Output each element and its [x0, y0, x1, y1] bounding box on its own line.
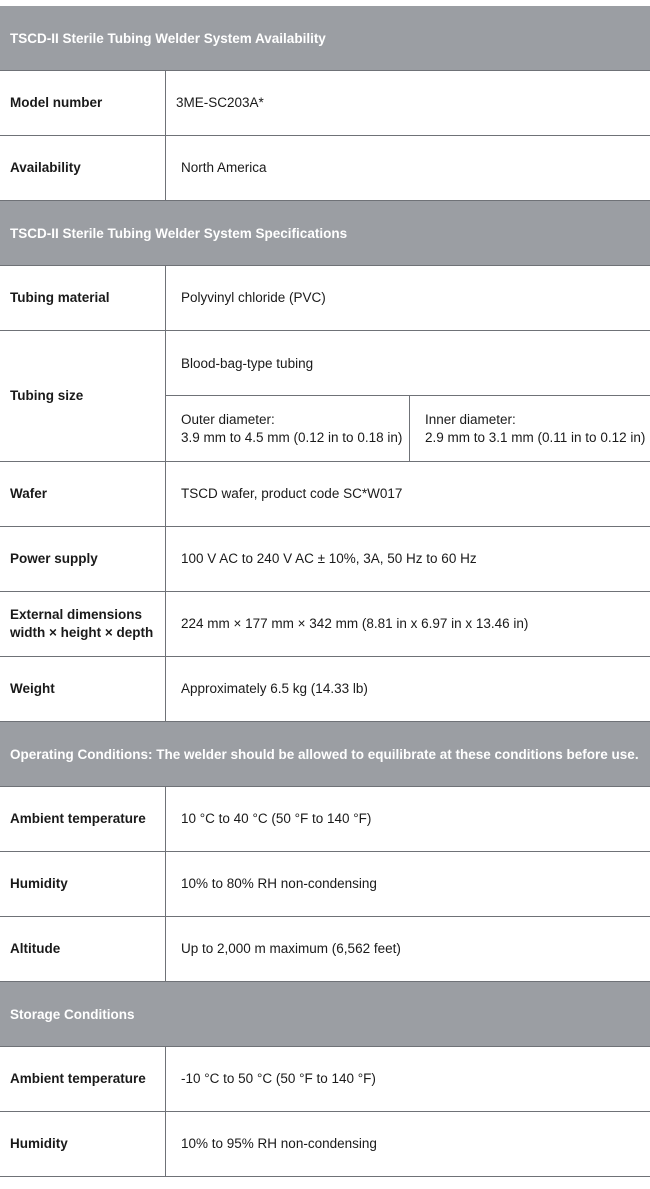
row-value-power-supply: 100 V AC to 240 V AC ± 10%, 3A, 50 Hz to 60 Hz [181, 551, 477, 566]
row-label-weight: Weight [0, 657, 166, 721]
specifications-header: TSCD-II Sterile Tubing Welder System Specifications [0, 201, 650, 266]
table-row [0, 462, 650, 527]
dimensions-label-line2: width × height × depth [10, 625, 154, 640]
tubing-type: Blood-bag-type tubing [166, 331, 650, 396]
table-row [0, 331, 650, 462]
table-row [0, 787, 650, 852]
row-value-altitude: Up to 2,000 m maximum (6,562 feet) [181, 941, 401, 956]
table-row [0, 136, 650, 201]
row-label-storage-ambient-temperature: Ambient temperature [0, 1047, 166, 1111]
table-row [0, 852, 650, 917]
row-label-ambient-temperature: Ambient temperature [0, 787, 166, 851]
availability-header: TSCD-II Sterile Tubing Welder System Availability [0, 6, 650, 71]
row-value-storage-humidity: 10% to 95% RH non-condensing [181, 1136, 377, 1151]
spec-table [0, 6, 650, 1177]
table-row [0, 266, 650, 331]
row-value-external-dimensions: 224 mm × 177 mm × 342 mm (8.81 in x 6.97 in x 13.46 in) [181, 616, 529, 631]
outer-diameter-value: 3.9 mm to 4.5 mm (0.12 in to 0.18 in) [181, 429, 403, 445]
row-label-wafer: Wafer [0, 462, 166, 526]
row-value-ambient-temperature: 10 °C to 40 °C (50 °F to 140 °F) [181, 811, 372, 826]
inner-diameter-label: Inner diameter: [425, 411, 516, 427]
table-row [0, 1112, 650, 1177]
inner-diameter-value: 2.9 mm to 3.1 mm (0.11 in to 0.12 in) [425, 429, 646, 445]
row-value-wafer: TSCD wafer, product code SC*W017 [181, 486, 403, 501]
row-value-weight: Approximately 6.5 kg (14.33 lb) [181, 681, 368, 696]
table-row [0, 657, 650, 722]
outer-diameter-cell [166, 396, 410, 461]
row-value-storage-ambient-temperature: -10 °C to 50 °C (50 °F to 140 °F) [181, 1071, 376, 1086]
table-row [0, 592, 650, 657]
row-value-availability: North America [181, 160, 267, 175]
tubing-diameters [166, 396, 650, 461]
row-label-altitude: Altitude [0, 917, 166, 981]
row-label-storage-humidity: Humidity [0, 1112, 166, 1176]
table-row [0, 71, 650, 136]
operating-conditions-header: Operating Conditions: The welder should be allowed to equilibrate at these conditions before use. [0, 722, 650, 787]
row-label-humidity: Humidity [0, 852, 166, 916]
row-value-humidity: 10% to 80% RH non-condensing [181, 876, 377, 891]
row-label-model-number: Model number [0, 71, 166, 135]
storage-conditions-header: Storage Conditions [0, 982, 650, 1047]
tubing-size-values [166, 331, 650, 461]
outer-diameter-label: Outer diameter: [181, 411, 275, 427]
row-label-tubing-size: Tubing size [0, 331, 166, 461]
row-label-power-supply: Power supply [0, 527, 166, 591]
row-value-tubing-material: Polyvinyl chloride (PVC) [181, 290, 326, 305]
row-label-availability: Availability [0, 136, 166, 200]
table-row [0, 527, 650, 592]
row-label-external-dimensions [0, 592, 166, 656]
dimensions-label-line1: External dimensions [10, 607, 143, 622]
table-row [0, 917, 650, 982]
row-label-tubing-material: Tubing material [0, 266, 166, 330]
table-row [0, 1047, 650, 1112]
inner-diameter-cell [410, 396, 650, 461]
row-value-model-number: 3ME-SC203A* [176, 95, 264, 110]
